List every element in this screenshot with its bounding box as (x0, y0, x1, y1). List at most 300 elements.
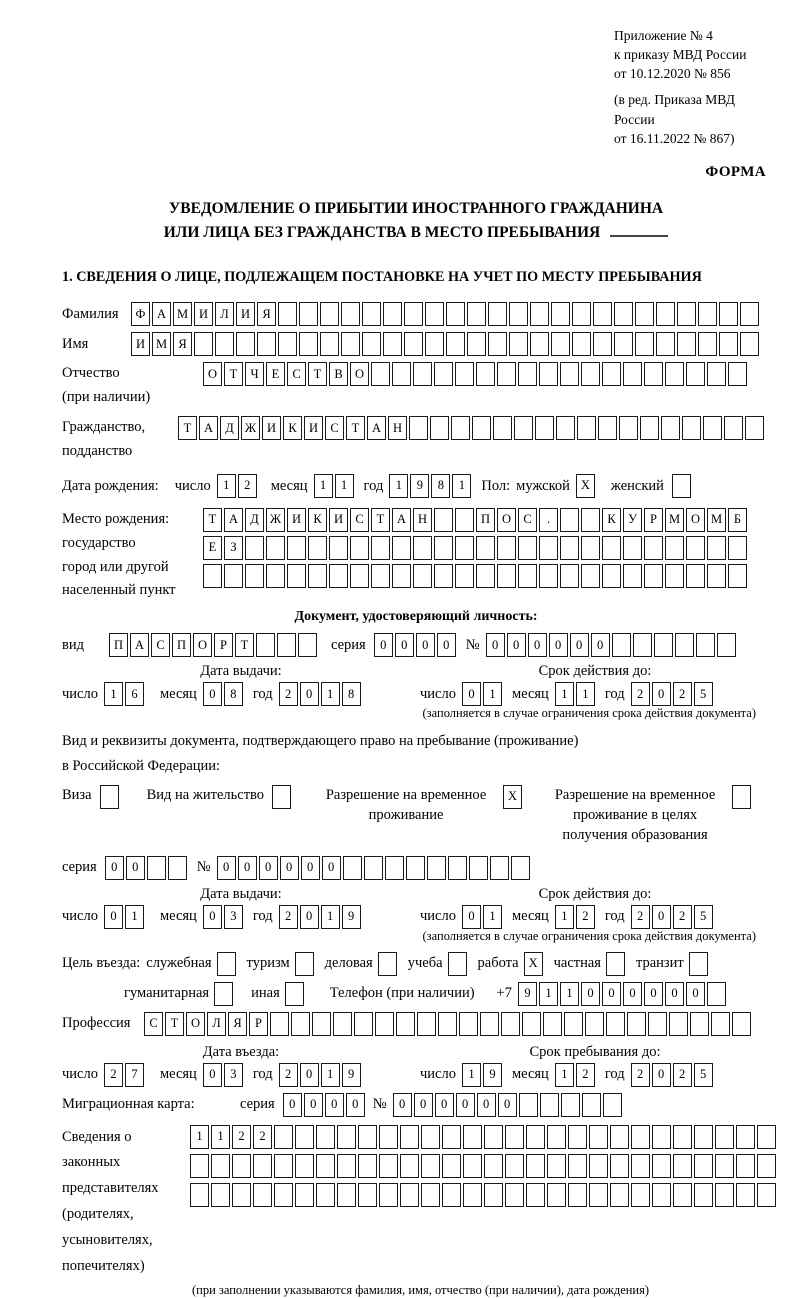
form-cell[interactable]: С (518, 508, 537, 532)
form-cell[interactable]: X (576, 474, 595, 498)
form-cell[interactable]: 0 (437, 633, 456, 657)
form-cell[interactable]: Ф (131, 302, 150, 326)
form-cell[interactable] (619, 416, 638, 440)
form-cell[interactable]: 0 (686, 982, 705, 1006)
form-cell[interactable] (631, 1125, 650, 1149)
form-cell[interactable] (337, 1125, 356, 1149)
form-cell[interactable] (589, 1125, 608, 1149)
form-cell[interactable]: 0 (105, 856, 124, 880)
form-cell[interactable] (329, 564, 348, 588)
form-cell[interactable]: 0 (435, 1093, 454, 1117)
form-cell[interactable] (560, 362, 579, 386)
purpose-commercial-checkbox[interactable] (378, 952, 399, 976)
form-cell[interactable]: Т (203, 508, 222, 532)
form-cell[interactable]: X (524, 952, 543, 976)
form-cell[interactable]: 0 (623, 982, 642, 1006)
form-cell[interactable]: Д (245, 508, 264, 532)
form-cell[interactable]: О (203, 362, 222, 386)
form-cell[interactable] (320, 302, 339, 326)
form-cell[interactable]: Я (257, 302, 276, 326)
stay-day-cells[interactable] (462, 1063, 504, 1087)
form-cell[interactable]: 0 (652, 682, 671, 706)
form-cell[interactable] (560, 564, 579, 588)
residence-issue-month-cells[interactable] (203, 905, 245, 929)
form-cell[interactable]: 2 (253, 1125, 272, 1149)
form-cell[interactable] (589, 1154, 608, 1178)
form-cell[interactable] (224, 564, 243, 588)
form-cell[interactable] (272, 785, 291, 809)
form-cell[interactable]: П (172, 633, 191, 657)
form-cell[interactable] (635, 302, 654, 326)
form-cell[interactable] (623, 536, 642, 560)
form-cell[interactable] (665, 362, 684, 386)
form-cell[interactable] (455, 362, 474, 386)
representatives-row1-cells[interactable] (190, 1125, 778, 1149)
form-cell[interactable] (505, 1125, 524, 1149)
migration-series-cells[interactable] (283, 1093, 367, 1117)
form-cell[interactable]: 1 (555, 1063, 574, 1087)
form-cell[interactable] (686, 362, 705, 386)
form-cell[interactable] (644, 536, 663, 560)
form-cell[interactable] (543, 1012, 562, 1036)
form-cell[interactable]: 1 (321, 682, 340, 706)
form-cell[interactable] (266, 536, 285, 560)
form-cell[interactable] (694, 1154, 713, 1178)
form-cell[interactable]: 0 (462, 682, 481, 706)
form-cell[interactable] (100, 785, 119, 809)
form-cell[interactable] (707, 362, 726, 386)
form-cell[interactable]: Р (214, 633, 233, 657)
form-cell[interactable] (476, 564, 495, 588)
form-cell[interactable]: 2 (232, 1125, 251, 1149)
form-cell[interactable] (560, 508, 579, 532)
form-cell[interactable] (631, 1183, 650, 1207)
form-cell[interactable]: 0 (374, 633, 393, 657)
form-cell[interactable] (610, 1125, 629, 1149)
form-cell[interactable] (287, 564, 306, 588)
form-cell[interactable]: Я (173, 332, 192, 356)
form-cell[interactable] (446, 302, 465, 326)
form-cell[interactable] (442, 1154, 461, 1178)
birth-month-cells[interactable] (314, 474, 356, 498)
form-cell[interactable] (656, 302, 675, 326)
form-cell[interactable] (696, 633, 715, 657)
form-cell[interactable]: Т (178, 416, 197, 440)
form-cell[interactable]: 8 (224, 682, 243, 706)
birth-place-row2-cells[interactable] (203, 536, 749, 560)
form-cell[interactable] (448, 856, 467, 880)
form-cell[interactable]: 0 (486, 633, 505, 657)
form-cell[interactable] (677, 332, 696, 356)
form-cell[interactable] (442, 1183, 461, 1207)
form-cell[interactable] (455, 564, 474, 588)
form-cell[interactable]: 0 (325, 1093, 344, 1117)
form-cell[interactable]: Р (644, 508, 663, 532)
form-cell[interactable] (295, 1154, 314, 1178)
form-cell[interactable]: 0 (591, 633, 610, 657)
form-cell[interactable] (698, 332, 717, 356)
form-cell[interactable]: 0 (346, 1093, 365, 1117)
form-cell[interactable] (308, 536, 327, 560)
form-cell[interactable] (277, 633, 296, 657)
form-cell[interactable] (526, 1154, 545, 1178)
form-cell[interactable]: 0 (528, 633, 547, 657)
form-cell[interactable] (392, 536, 411, 560)
form-cell[interactable] (257, 332, 276, 356)
form-cell[interactable] (602, 536, 621, 560)
form-cell[interactable] (354, 1012, 373, 1036)
form-cell[interactable] (652, 1125, 671, 1149)
form-cell[interactable] (603, 1093, 622, 1117)
form-cell[interactable] (409, 416, 428, 440)
purpose-humanitarian-checkbox[interactable] (214, 982, 235, 1006)
form-cell[interactable] (253, 1183, 272, 1207)
form-cell[interactable]: 0 (416, 633, 435, 657)
form-cell[interactable] (337, 1183, 356, 1207)
form-cell[interactable]: 2 (673, 1063, 692, 1087)
form-cell[interactable] (329, 536, 348, 560)
form-cell[interactable]: И (304, 416, 323, 440)
entry-day-cells[interactable] (104, 1063, 146, 1087)
form-cell[interactable] (694, 1125, 713, 1149)
form-cell[interactable] (316, 1125, 335, 1149)
form-cell[interactable]: 2 (279, 682, 298, 706)
form-cell[interactable] (434, 362, 453, 386)
form-cell[interactable] (707, 982, 726, 1006)
form-cell[interactable] (287, 536, 306, 560)
form-cell[interactable]: М (665, 508, 684, 532)
identity-issue-year-cells[interactable] (279, 682, 363, 706)
form-cell[interactable] (673, 1154, 692, 1178)
birth-place-row3-cells[interactable] (203, 564, 749, 588)
form-cell[interactable]: 2 (576, 1063, 595, 1087)
form-cell[interactable] (295, 1183, 314, 1207)
form-cell[interactable] (425, 332, 444, 356)
form-cell[interactable] (406, 856, 425, 880)
form-cell[interactable] (291, 1012, 310, 1036)
form-cell[interactable] (518, 536, 537, 560)
form-cell[interactable]: О (497, 508, 516, 532)
form-cell[interactable] (736, 1154, 755, 1178)
form-cell[interactable]: И (236, 302, 255, 326)
form-cell[interactable]: 1 (462, 1063, 481, 1087)
sex-male-checkbox[interactable] (576, 474, 597, 498)
form-cell[interactable]: 5 (694, 682, 713, 706)
form-cell[interactable]: Т (371, 508, 390, 532)
profession-cells[interactable] (144, 1012, 753, 1036)
form-cell[interactable] (211, 1154, 230, 1178)
form-cell[interactable]: 3 (224, 905, 243, 929)
form-cell[interactable] (661, 416, 680, 440)
form-cell[interactable]: И (131, 332, 150, 356)
form-cell[interactable] (396, 1012, 415, 1036)
form-cell[interactable]: Н (388, 416, 407, 440)
form-cell[interactable] (535, 416, 554, 440)
identity-valid-month-cells[interactable] (555, 682, 597, 706)
form-cell[interactable] (717, 633, 736, 657)
purpose-other-checkbox[interactable] (285, 982, 306, 1006)
form-cell[interactable]: Ж (241, 416, 260, 440)
form-cell[interactable] (404, 302, 423, 326)
form-cell[interactable] (484, 1183, 503, 1207)
entry-month-cells[interactable] (203, 1063, 245, 1087)
form-cell[interactable] (703, 416, 722, 440)
form-cell[interactable]: 6 (125, 682, 144, 706)
form-cell[interactable]: 1 (211, 1125, 230, 1149)
form-cell[interactable] (568, 1183, 587, 1207)
form-cell[interactable] (484, 1125, 503, 1149)
form-cell[interactable] (690, 1012, 709, 1036)
residence-issue-day-cells[interactable] (104, 905, 146, 929)
form-cell[interactable] (308, 564, 327, 588)
form-cell[interactable] (383, 332, 402, 356)
birth-place-row1-cells[interactable] (203, 508, 749, 532)
phone-cells[interactable] (518, 982, 728, 1006)
form-cell[interactable]: 0 (507, 633, 526, 657)
form-cell[interactable] (652, 1154, 671, 1178)
form-cell[interactable]: 0 (300, 1063, 319, 1087)
form-cell[interactable] (728, 536, 747, 560)
temp-residence-checkbox[interactable] (503, 785, 524, 809)
form-cell[interactable] (421, 1183, 440, 1207)
form-cell[interactable]: 0 (456, 1093, 475, 1117)
form-cell[interactable]: 2 (104, 1063, 123, 1087)
form-cell[interactable] (539, 564, 558, 588)
form-cell[interactable] (467, 332, 486, 356)
form-cell[interactable] (757, 1183, 776, 1207)
form-cell[interactable] (631, 1154, 650, 1178)
form-cell[interactable] (430, 416, 449, 440)
form-cell[interactable] (572, 302, 591, 326)
form-cell[interactable] (371, 362, 390, 386)
form-cell[interactable] (484, 1154, 503, 1178)
form-cell[interactable] (561, 1093, 580, 1117)
form-cell[interactable]: Т (165, 1012, 184, 1036)
form-cell[interactable]: 9 (410, 474, 429, 498)
form-cell[interactable]: 8 (431, 474, 450, 498)
purpose-business-checkbox[interactable] (217, 952, 238, 976)
form-cell[interactable]: А (367, 416, 386, 440)
form-cell[interactable] (168, 856, 187, 880)
form-cell[interactable] (581, 564, 600, 588)
form-cell[interactable] (147, 856, 166, 880)
form-cell[interactable]: У (623, 508, 642, 532)
purpose-transit-checkbox[interactable] (689, 952, 710, 976)
form-cell[interactable] (677, 302, 696, 326)
form-cell[interactable] (385, 856, 404, 880)
form-cell[interactable] (551, 332, 570, 356)
form-cell[interactable] (627, 1012, 646, 1036)
form-cell[interactable] (581, 508, 600, 532)
form-cell[interactable] (343, 856, 362, 880)
form-cell[interactable] (400, 1154, 419, 1178)
form-cell[interactable] (274, 1154, 293, 1178)
form-cell[interactable]: М (152, 332, 171, 356)
form-cell[interactable]: 0 (203, 1063, 222, 1087)
form-cell[interactable] (448, 952, 467, 976)
form-cell[interactable] (511, 856, 530, 880)
form-cell[interactable] (298, 633, 317, 657)
form-cell[interactable] (715, 1154, 734, 1178)
form-cell[interactable] (509, 302, 528, 326)
purpose-study-checkbox[interactable] (448, 952, 469, 976)
residence-valid-month-cells[interactable] (555, 905, 597, 929)
form-cell[interactable] (719, 302, 738, 326)
form-cell[interactable] (236, 332, 255, 356)
form-cell[interactable]: 1 (452, 474, 471, 498)
form-cell[interactable]: О (186, 1012, 205, 1036)
form-cell[interactable] (379, 1183, 398, 1207)
form-cell[interactable]: 1 (104, 682, 123, 706)
patronymic-cells[interactable] (203, 362, 749, 386)
form-cell[interactable] (455, 536, 474, 560)
stay-year-cells[interactable] (631, 1063, 715, 1087)
form-cell[interactable] (654, 633, 673, 657)
form-cell[interactable]: С (350, 508, 369, 532)
form-cell[interactable]: X (503, 785, 522, 809)
residence-number-cells[interactable] (217, 856, 532, 880)
form-cell[interactable]: П (109, 633, 128, 657)
form-cell[interactable]: М (707, 508, 726, 532)
form-cell[interactable] (665, 536, 684, 560)
form-cell[interactable] (669, 1012, 688, 1036)
form-cell[interactable] (736, 1183, 755, 1207)
form-cell[interactable] (413, 536, 432, 560)
form-cell[interactable] (371, 564, 390, 588)
purpose-work-checkbox[interactable] (524, 952, 545, 976)
form-cell[interactable] (715, 1183, 734, 1207)
form-cell[interactable]: Я (228, 1012, 247, 1036)
form-cell[interactable] (459, 1012, 478, 1036)
form-cell[interactable] (472, 416, 491, 440)
form-cell[interactable] (675, 633, 694, 657)
form-cell[interactable] (400, 1125, 419, 1149)
name-cells[interactable] (131, 332, 761, 356)
form-cell[interactable]: 3 (224, 1063, 243, 1087)
form-cell[interactable] (564, 1012, 583, 1036)
form-cell[interactable] (612, 633, 631, 657)
form-cell[interactable] (350, 536, 369, 560)
form-cell[interactable] (682, 416, 701, 440)
form-cell[interactable] (610, 1154, 629, 1178)
form-cell[interactable]: А (199, 416, 218, 440)
identity-number-cells[interactable] (486, 633, 738, 657)
form-cell[interactable]: 0 (300, 905, 319, 929)
form-cell[interactable]: 0 (217, 856, 236, 880)
form-cell[interactable] (463, 1154, 482, 1178)
form-cell[interactable]: К (602, 508, 621, 532)
form-cell[interactable] (364, 856, 383, 880)
form-cell[interactable]: 0 (283, 1093, 302, 1117)
form-cell[interactable] (526, 1183, 545, 1207)
form-cell[interactable] (497, 362, 516, 386)
form-cell[interactable] (245, 536, 264, 560)
form-cell[interactable] (698, 302, 717, 326)
form-cell[interactable] (413, 564, 432, 588)
surname-cells[interactable] (131, 302, 761, 326)
form-cell[interactable]: 0 (280, 856, 299, 880)
form-cell[interactable] (585, 1012, 604, 1036)
form-cell[interactable]: К (308, 508, 327, 532)
representatives-row2-cells[interactable] (190, 1154, 778, 1178)
form-cell[interactable] (438, 1012, 457, 1036)
form-cell[interactable] (375, 1012, 394, 1036)
form-cell[interactable] (467, 302, 486, 326)
form-cell[interactable] (635, 332, 654, 356)
form-cell[interactable] (652, 1183, 671, 1207)
form-cell[interactable] (560, 536, 579, 560)
form-cell[interactable] (539, 536, 558, 560)
form-cell[interactable] (547, 1183, 566, 1207)
form-cell[interactable] (686, 536, 705, 560)
form-cell[interactable]: 2 (673, 905, 692, 929)
form-cell[interactable] (572, 332, 591, 356)
form-cell[interactable]: 1 (217, 474, 236, 498)
temp-residence-education-checkbox[interactable] (732, 785, 753, 809)
form-cell[interactable]: 5 (694, 905, 713, 929)
form-cell[interactable] (740, 302, 759, 326)
form-cell[interactable] (392, 362, 411, 386)
form-cell[interactable]: 0 (395, 633, 414, 657)
form-cell[interactable] (333, 1012, 352, 1036)
form-cell[interactable] (341, 302, 360, 326)
form-cell[interactable]: Е (203, 536, 222, 560)
form-cell[interactable] (689, 952, 708, 976)
form-cell[interactable] (232, 1154, 251, 1178)
form-cell[interactable] (203, 564, 222, 588)
form-cell[interactable] (707, 536, 726, 560)
form-cell[interactable] (245, 564, 264, 588)
form-cell[interactable] (417, 1012, 436, 1036)
form-cell[interactable] (442, 1125, 461, 1149)
form-cell[interactable] (673, 1125, 692, 1149)
form-cell[interactable]: 0 (393, 1093, 412, 1117)
form-cell[interactable] (270, 1012, 289, 1036)
form-cell[interactable] (488, 332, 507, 356)
identity-issue-month-cells[interactable] (203, 682, 245, 706)
form-cell[interactable] (633, 633, 652, 657)
form-cell[interactable] (673, 1183, 692, 1207)
form-cell[interactable] (589, 1183, 608, 1207)
form-cell[interactable] (732, 1012, 751, 1036)
form-cell[interactable]: 0 (414, 1093, 433, 1117)
form-cell[interactable] (745, 416, 764, 440)
form-cell[interactable] (715, 1125, 734, 1149)
form-cell[interactable] (610, 1183, 629, 1207)
form-cell[interactable] (488, 302, 507, 326)
form-cell[interactable]: 0 (203, 905, 222, 929)
form-cell[interactable]: 1 (190, 1125, 209, 1149)
form-cell[interactable] (505, 1154, 524, 1178)
form-cell[interactable] (278, 332, 297, 356)
form-cell[interactable] (274, 1125, 293, 1149)
form-cell[interactable]: Е (266, 362, 285, 386)
form-cell[interactable] (350, 564, 369, 588)
form-cell[interactable] (274, 1183, 293, 1207)
form-cell[interactable]: Ж (266, 508, 285, 532)
form-cell[interactable] (190, 1183, 209, 1207)
form-cell[interactable] (505, 1183, 524, 1207)
form-cell[interactable] (476, 362, 495, 386)
purpose-private-checkbox[interactable] (606, 952, 627, 976)
citizenship-cells[interactable] (178, 416, 766, 440)
form-cell[interactable]: С (287, 362, 306, 386)
form-cell[interactable] (665, 564, 684, 588)
form-cell[interactable] (421, 1125, 440, 1149)
form-cell[interactable]: А (152, 302, 171, 326)
form-cell[interactable] (711, 1012, 730, 1036)
form-cell[interactable]: 9 (483, 1063, 502, 1087)
